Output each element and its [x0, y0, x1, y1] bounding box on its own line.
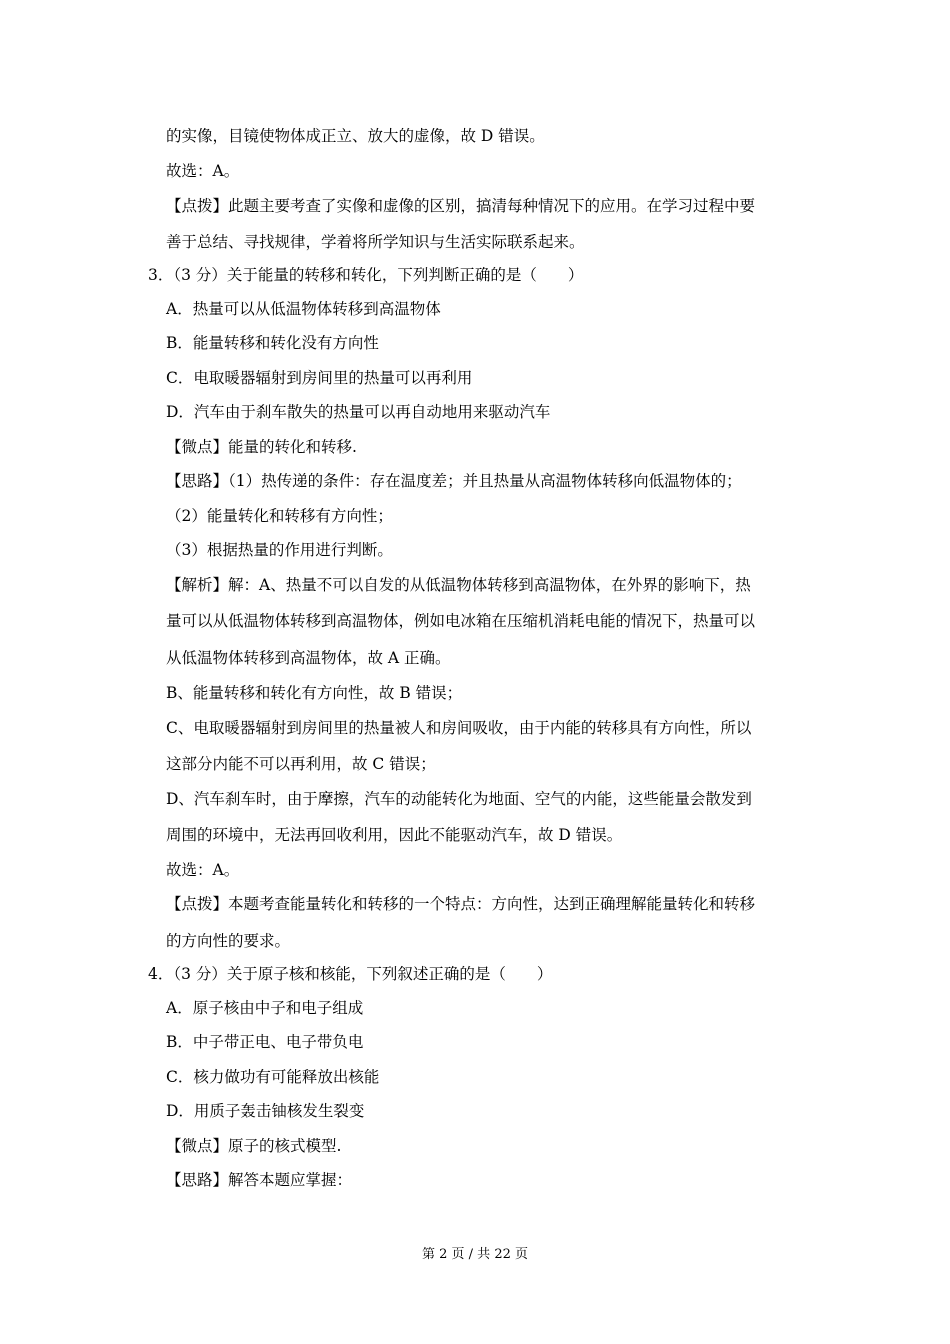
q3-option-a: A．热量可以从低温物体转移到高温物体 [166, 300, 441, 318]
q4-key-point: 【微点】原子的核式模型. [166, 1137, 342, 1155]
q3-analysis-cont: 量可以从低温物体转移到高温物体，例如电冰箱在压缩机消耗电能的情况下，热量可以 [166, 612, 756, 630]
q3-analysis-d-cont: 周围的环境中，无法再回收利用，因此不能驱动汽车，故 D 错误。 [166, 826, 623, 844]
q3-analysis-b: B、能量转移和转化有方向性，故 B 错误； [166, 684, 463, 702]
q3-hint-cont: 的方向性的要求。 [166, 932, 291, 950]
q3-answer: 故选：A。 [166, 861, 240, 879]
q4-option-d: D．用质子轰击铀核发生裂变 [166, 1102, 365, 1120]
q4-approach: 【思路】解答本题应掌握： [166, 1171, 353, 1189]
q3-approach-2: （2）能量转化和转移有方向性； [166, 507, 393, 525]
question-4-stem: 4．（3 分）关于原子核和核能，下列叙述正确的是（ ） [148, 965, 553, 983]
hint-text: 【点拨】此题主要考查了实像和虚像的区别，搞清每种情况下的应用。在学习过程中要 [166, 197, 756, 215]
q3-option-c: C．电取暖器辐射到房间里的热量可以再利用 [166, 369, 473, 387]
answer-continuation: 的实像，目镜使物体成正立、放大的虚像，故 D 错误。 [166, 127, 545, 145]
q4-option-c: C．核力做功有可能释放出核能 [166, 1068, 380, 1086]
q3-analysis-d: D、汽车刹车时，由于摩擦，汽车的动能转化为地面、空气的内能，这些能量会散发到 [166, 790, 752, 808]
q4-option-b: B．中子带正电、电子带负电 [166, 1033, 364, 1051]
q3-analysis-cont: 从低温物体转移到高温物体，故 A 正确。 [166, 649, 451, 667]
q4-option-a: A．原子核由中子和电子组成 [166, 999, 364, 1017]
q3-option-d: D．汽车由于刹车散失的热量可以再自动地用来驱动汽车 [166, 403, 551, 421]
answer-choice: 故选：A。 [166, 162, 240, 180]
q3-analysis: 【解析】解：A、热量不可以自发的从低温物体转移到高温物体，在外界的影响下，热 [166, 576, 751, 594]
hint-text-cont: 善于总结、寻找规律，学着将所学知识与生活实际联系起来。 [166, 233, 585, 251]
q3-analysis-c-cont: 这部分内能不可以再利用，故 C 错误； [166, 755, 436, 773]
page-footer: 第 2 页 / 共 22 页 [422, 1247, 528, 1262]
q3-approach: 【思路】（1）热传递的条件：存在温度差；并且热量从高温物体转移向低温物体的； [166, 472, 742, 490]
q3-option-b: B．能量转移和转化没有方向性 [166, 334, 379, 352]
q3-hint: 【点拨】本题考查能量转化和转移的一个特点：方向性，达到正确理解能量转化和转移 [166, 895, 756, 913]
q3-key-point: 【微点】能量的转化和转移. [166, 438, 357, 456]
question-3-stem: 3．（3 分）关于能量的转移和转化，下列判断正确的是（ ） [148, 266, 584, 284]
q3-approach-3: （3）根据热量的作用进行判断。 [166, 541, 393, 559]
q3-analysis-c: C、电取暖器辐射到房间里的热量被人和房间吸收，由于内能的转移具有方向性，所以 [166, 719, 752, 737]
